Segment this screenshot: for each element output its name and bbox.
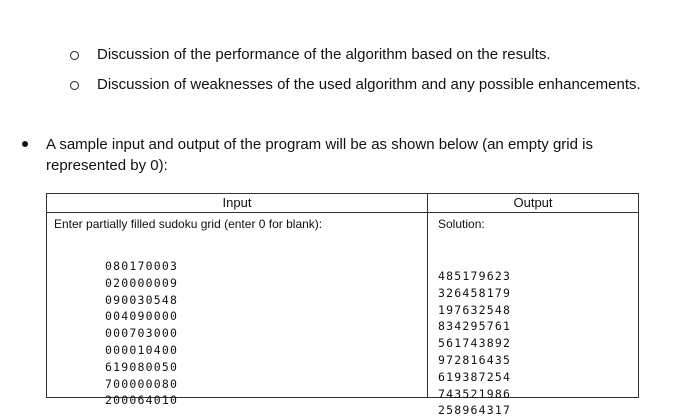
grid-row: 197632548 bbox=[438, 302, 512, 317]
input-cell bbox=[47, 213, 428, 408]
grid-row: 619080050 bbox=[105, 359, 179, 374]
grid-row: 020000009 bbox=[105, 275, 179, 290]
grid-row: 834295761 bbox=[438, 319, 512, 334]
input-grid bbox=[105, 258, 178, 409]
input-header: Input bbox=[47, 194, 428, 213]
io-table bbox=[46, 193, 639, 418]
grid-row: 258964317 bbox=[438, 403, 512, 418]
grid-row: 000010400 bbox=[105, 342, 179, 357]
grid-row: 561743892 bbox=[438, 336, 512, 351]
output-cell bbox=[428, 213, 639, 418]
grid-row: 700000080 bbox=[105, 376, 179, 391]
filled-bullet-icon bbox=[22, 141, 28, 147]
main-bullet-text: A sample input and output of the program will be as shown below (an empty grid is represented by 0): bbox=[46, 136, 593, 174]
grid-row: 326458179 bbox=[438, 285, 512, 300]
grid-row: 004090000 bbox=[105, 309, 179, 324]
grid-row: 743521986 bbox=[438, 386, 512, 401]
output-header: Output bbox=[428, 194, 639, 213]
grid-row: 200064010 bbox=[105, 393, 179, 408]
hollow-bullet-icon bbox=[70, 81, 79, 90]
input-prompt: Enter partially filled sudoku grid (enter 0 for blank): bbox=[54, 217, 323, 231]
grid-row: 000703000 bbox=[105, 326, 179, 341]
grid-row: 619387254 bbox=[438, 369, 512, 384]
grid-row: 090030548 bbox=[105, 292, 179, 307]
output-grid bbox=[438, 268, 511, 419]
output-prompt: Solution: bbox=[438, 217, 485, 231]
grid-row: 972816435 bbox=[438, 352, 512, 367]
grid-row: 485179623 bbox=[438, 269, 512, 283]
hollow-bullet-icon bbox=[70, 51, 79, 60]
sub-bullet-text: Discussion of the performance of the algorithm based on the results. bbox=[97, 46, 551, 63]
sub-bullet-text: Discussion of weaknesses of the used algorithm and any possible enhancements. bbox=[97, 76, 641, 93]
grid-row: 080170003 bbox=[105, 259, 179, 273]
